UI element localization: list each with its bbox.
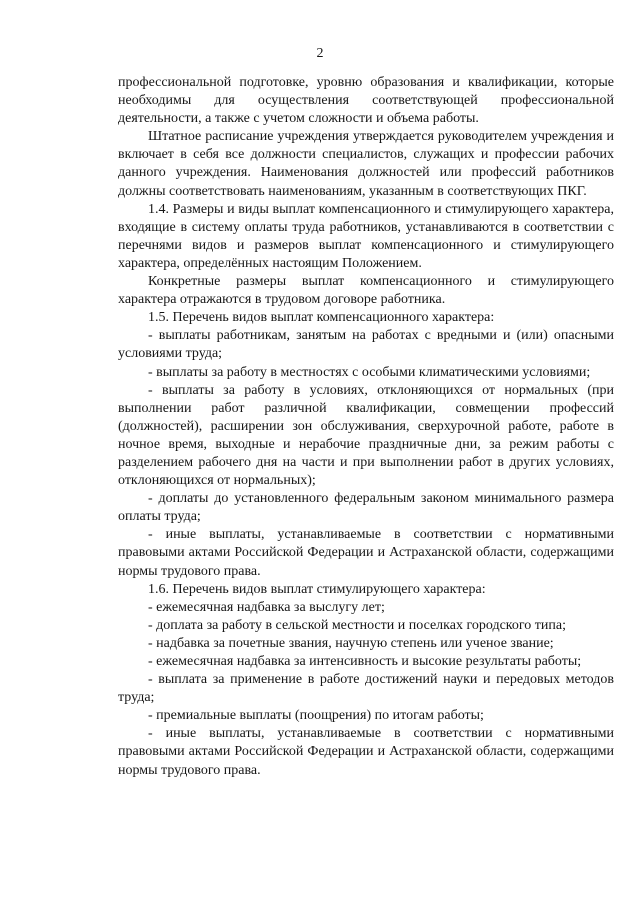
heading-1-6: 1.6. Перечень видов выплат стимулирующего характера:	[148, 581, 486, 597]
list-item: - ежемесячная надбавка за выслугу лет;	[148, 599, 385, 615]
list-item: - надбавка за почетные звания, научную степень или ученое звание;	[148, 635, 554, 651]
paragraph-1-4: 1.4. Размеры и виды выплат компенсационного и стимулирующего характера, входящие в систему оплаты труда работников, устанавливаются в соответствии с перечнями видов и размеров выплат компенсационного и стимулирующего характера, определённых настоящим Положением.	[118, 201, 614, 271]
list-item: - выплаты за работу в местностях с особыми климатическими условиями;	[148, 364, 591, 380]
page-number: 2	[316, 46, 324, 61]
list-item: - выплаты работникам, занятым на работах с вредными и (или) опасными условиями труда;	[118, 328, 614, 362]
paragraph-staff-schedule: Штатное расписание учреждения утверждается руководителем учреждения и включает в себя все должности специалистов, служащих и профессии рабочих данного учреждения. Наименования должностей или профессий работников должны соответствовать наименованиям, указанным в соответствующих ПКГ.	[118, 129, 614, 199]
list-item: - иные выплаты, устанавливаемые в соответствии с нормативными правовыми актами Российской Федерации и Астраханской области, содержащими нормы трудового права.	[118, 527, 614, 579]
paragraph-continuation: профессиональной подготовке, уровню образования и квалификации, которые необходимы для осуществления соответствующей профессиональной деятельности, а также с учетом сложности и объема работы.	[118, 75, 614, 127]
list-item: - иные выплаты, устанавливаемые в соответствии с нормативными правовыми актами Российской Федерации и Астраханской области, содержащими нормы трудового права.	[118, 726, 614, 778]
list-item: - ежемесячная надбавка за интенсивность и высокие результаты работы;	[148, 654, 582, 669]
list-item: - выплаты за работу в условиях, отклоняющихся от нормальных (при выполнении работ различной квалификации, совмещении профессий (должностей), расширении зон обслуживания, сверхурочной работе, работе в ночное время, выходные и нерабочие праздничные дни, за режим работы с разделением рабочего дня на части и при выполнении работ в других условиях, отклоняющихся от нормальных);	[118, 382, 614, 489]
list-item: - премиальные выплаты (поощрения) по итогам работы;	[148, 708, 484, 724]
list-item: - выплата за применение в работе достижений науки и передовых методов труда;	[118, 672, 614, 706]
document-body	[118, 74, 614, 780]
paragraph-specific-payments: Конкретные размеры выплат компенсационного и стимулирующего характера отражаются в трудовом договоре работника.	[118, 274, 614, 308]
list-item: - доплаты до установленного федеральным законом минимального размера оплаты труда;	[118, 491, 614, 525]
heading-1-5: 1.5. Перечень видов выплат компенсационного характера:	[148, 310, 495, 326]
list-item: - доплата за работу в сельской местности и поселках городского типа;	[148, 617, 566, 633]
